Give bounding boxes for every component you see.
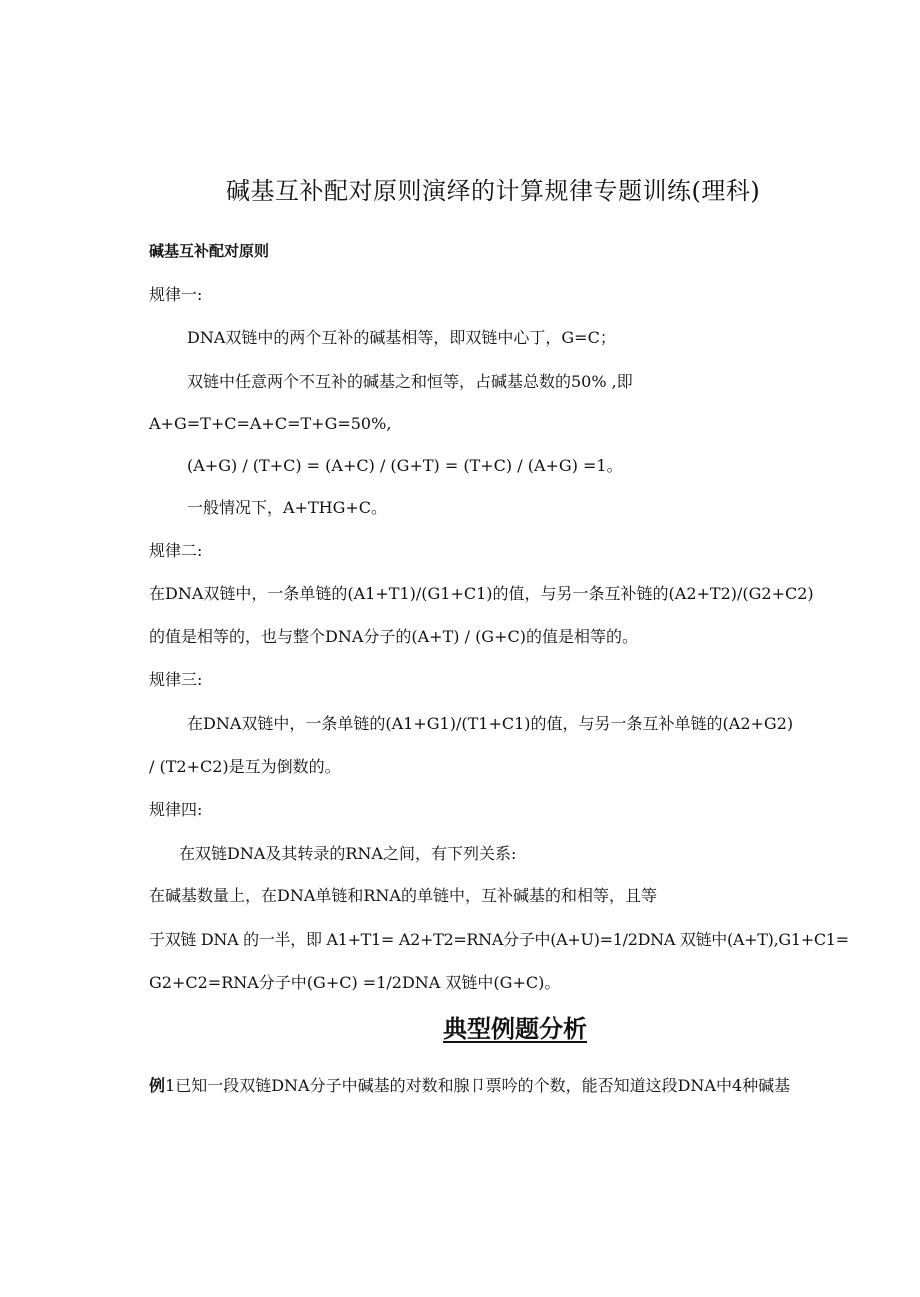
rule4-paragraph-4: G2+C2=RNA分子中(G+C) =1/2DNA 双链中(G+C)。 <box>149 973 561 992</box>
rule2-paragraph-2: 的值是相等的，也与整个DNA分子的(A+T) / (G+C)的值是相等的。 <box>149 627 638 646</box>
rule1-paragraph-2: 双链中任意两个不互补的碱基之和恒等，占碱基总数的50% ,即 <box>187 372 633 391</box>
rule2-heading: 规律二: <box>149 541 203 560</box>
example1-text: 1已知一段双链DNA分子中碱基的对数和腺卩票吟的个数，能否知道这段DNA中4种碱基 <box>165 1076 791 1095</box>
rule1-paragraph-4: (A+G) / (T+C) = (A+C) / (G+T) = (T+C) / (A+G) =1。 <box>187 456 623 475</box>
example1-lead: 例 <box>149 1076 166 1095</box>
rule3-paragraph-1: 在DNA双链中，一条单链的(A1+G1)/(T1+C1)的值，与另一条互补单链的(A2+G2) <box>187 714 794 733</box>
section-title: 典型例题分析 <box>443 1015 587 1043</box>
rule1-paragraph-3: A+G=T+C=A+C=T+G=50%, <box>149 414 392 433</box>
rule4-paragraph-1: 在双链DNA及其转录的RNA之间，有下列关系: <box>179 844 517 863</box>
rule1-paragraph-1: DNA双链中的两个互补的碱基相等，即双链中心丁，G=C； <box>187 328 616 347</box>
rule1-paragraph-5: 一般情况下，A+THG+C。 <box>187 498 388 517</box>
subtitle: 碱基互补配对原则 <box>149 242 270 260</box>
rule4-heading: 规律四: <box>149 800 203 819</box>
rule4-paragraph-3: 于双链 DNA 的一半，即 A1+T1= A2+T2=RNA分子中(A+U)=1/2DNA 双链中(A+T),G1+C1= <box>149 930 849 949</box>
document-title: 碱基互补配对原则演绎的计算规律专题训练(理科) <box>226 177 761 205</box>
rule4-paragraph-2: 在碱基数量上，在DNA单链和RNA的单链中，互补碱基的和相等，且等 <box>149 886 657 905</box>
rule3-paragraph-2: / (T2+C2)是互为倒数的。 <box>149 757 341 776</box>
rule2-paragraph-1: 在DNA双链中，一条单链的(A1+T1)/(G1+C1)的值，与另一条互补链的(A2+T2)/(G2+C2) <box>149 584 814 603</box>
rule1-heading: 规律一: <box>149 285 203 304</box>
example1-paragraph <box>149 1076 790 1096</box>
rule3-heading: 规律三: <box>149 670 203 689</box>
